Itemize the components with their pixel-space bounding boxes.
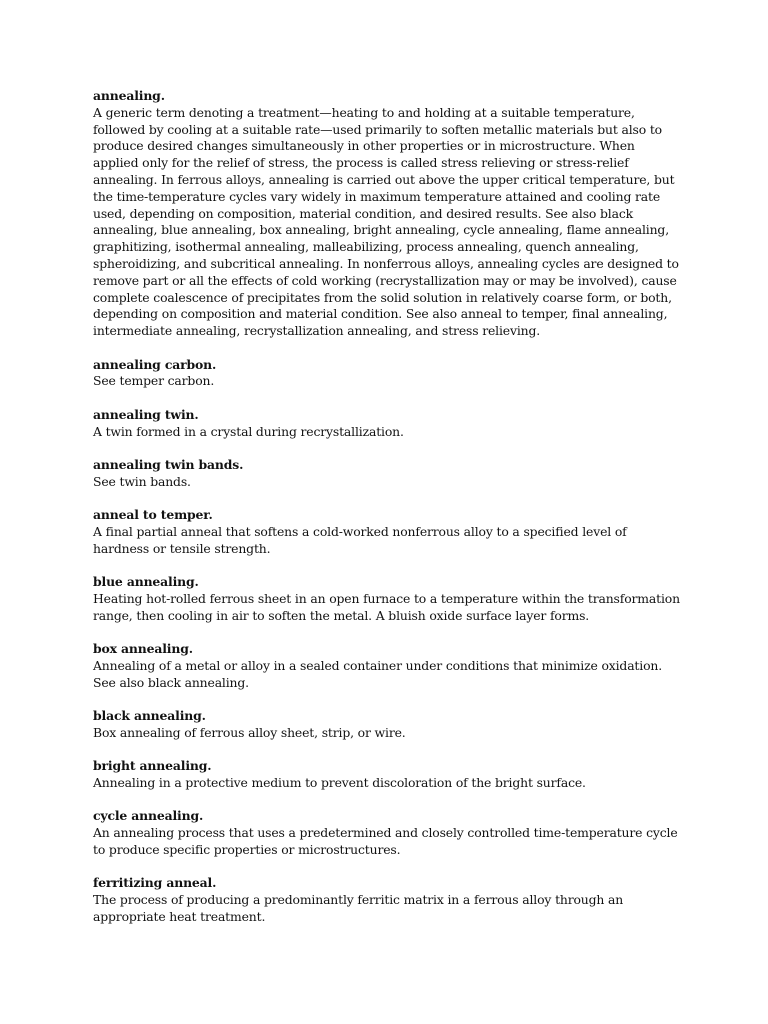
entry-definition: An annealing process that uses a predetermined and closely controlled time-temperature cycle to produce specific properties or microstructures. — [93, 825, 678, 858]
glossary-entry-annealing-twin — [93, 407, 683, 441]
entry-definition: A generic term denoting a treatment—heating to and holding at a suitable temperature, followed by cooling at a suitable rate—used primarily to soften metallic materials but also to produce desired changes simultaneously in other properties or in microstructure. When applied only for the relief of stress, the process is called stress relieving or stress-relief annealing. In ferrous alloys, annealing is carried out above the upper critical temperature, but the time-temperature cycles vary widely in maximum temperature attained and cooling rate used, depending on composition, material condition, and desired results. See also black annealing, blue annealing, box annealing, bright annealing, cycle annealing, flame annealing, graphitizing, isothermal annealing, malleabilizing, process annealing, quench annealing, spheroidizing, and subcritical annealing. In nonferrous alloys, annealing cycles are designed to remove part or all the effects of cold working (recrystallization may or may be involved), cause complete coalescence of precipitates from the solid solution in relatively coarse form, or both, depending on composition and material condition. See also anneal to temper, final annealing, intermediate annealing, recrystallization annealing, and stress relieving. — [93, 104, 679, 339]
entry-definition: Box annealing of ferrous alloy sheet, strip, or wire. — [93, 724, 406, 740]
entry-term: annealing twin bands. — [93, 456, 244, 472]
entry-definition: Annealing in a protective medium to prevent discoloration of the bright surface. — [93, 775, 586, 791]
entry-term: ferritizing anneal. — [93, 875, 217, 891]
glossary-entry-anneal-to-temper — [93, 507, 683, 557]
entry-term: box annealing. — [93, 641, 193, 657]
entry-definition: The process of producing a predominantly ferritic matrix in a ferrous alloy through an appropriate heat treatment. — [93, 892, 624, 925]
glossary-entry-annealing — [93, 88, 683, 340]
entry-term: annealing. — [93, 88, 165, 103]
entry-term: annealing twin. — [93, 406, 199, 422]
glossary-entry-blue-annealing — [93, 574, 683, 624]
entry-term: black annealing. — [93, 708, 206, 724]
glossary-page — [93, 88, 683, 942]
glossary-entry-cycle-annealing — [93, 808, 683, 858]
glossary-entry-ferritizing-anneal — [93, 875, 683, 925]
entry-definition: Annealing of a metal or alloy in a sealed container under conditions that minimize oxidation. See also black annealing. — [93, 657, 663, 690]
glossary-entry-annealing-twin-bands — [93, 457, 683, 491]
entry-definition: A twin formed in a crystal during recrystallization. — [93, 423, 404, 439]
entry-definition: Heating hot-rolled ferrous sheet in an open furnace to a temperature within the transformation range, then cooling in air to soften the metal. A bluish oxide surface layer forms. — [93, 590, 680, 623]
entry-term: blue annealing. — [93, 574, 199, 590]
entry-term: cycle annealing. — [93, 808, 204, 824]
entry-definition: A final partial anneal that softens a cold-worked nonferrous alloy to a specified level of hardness or tensile strength. — [93, 523, 627, 556]
glossary-entry-box-annealing — [93, 641, 683, 691]
entry-term: bright annealing. — [93, 758, 212, 774]
entry-definition: See twin bands. — [93, 473, 191, 489]
glossary-entry-bright-annealing — [93, 758, 683, 792]
glossary-entry-annealing-carbon — [93, 357, 683, 391]
entry-definition: See temper carbon. — [93, 373, 215, 389]
glossary-entry-black-annealing — [93, 708, 683, 742]
entry-term: annealing carbon. — [93, 356, 217, 372]
entry-term: anneal to temper. — [93, 507, 213, 523]
